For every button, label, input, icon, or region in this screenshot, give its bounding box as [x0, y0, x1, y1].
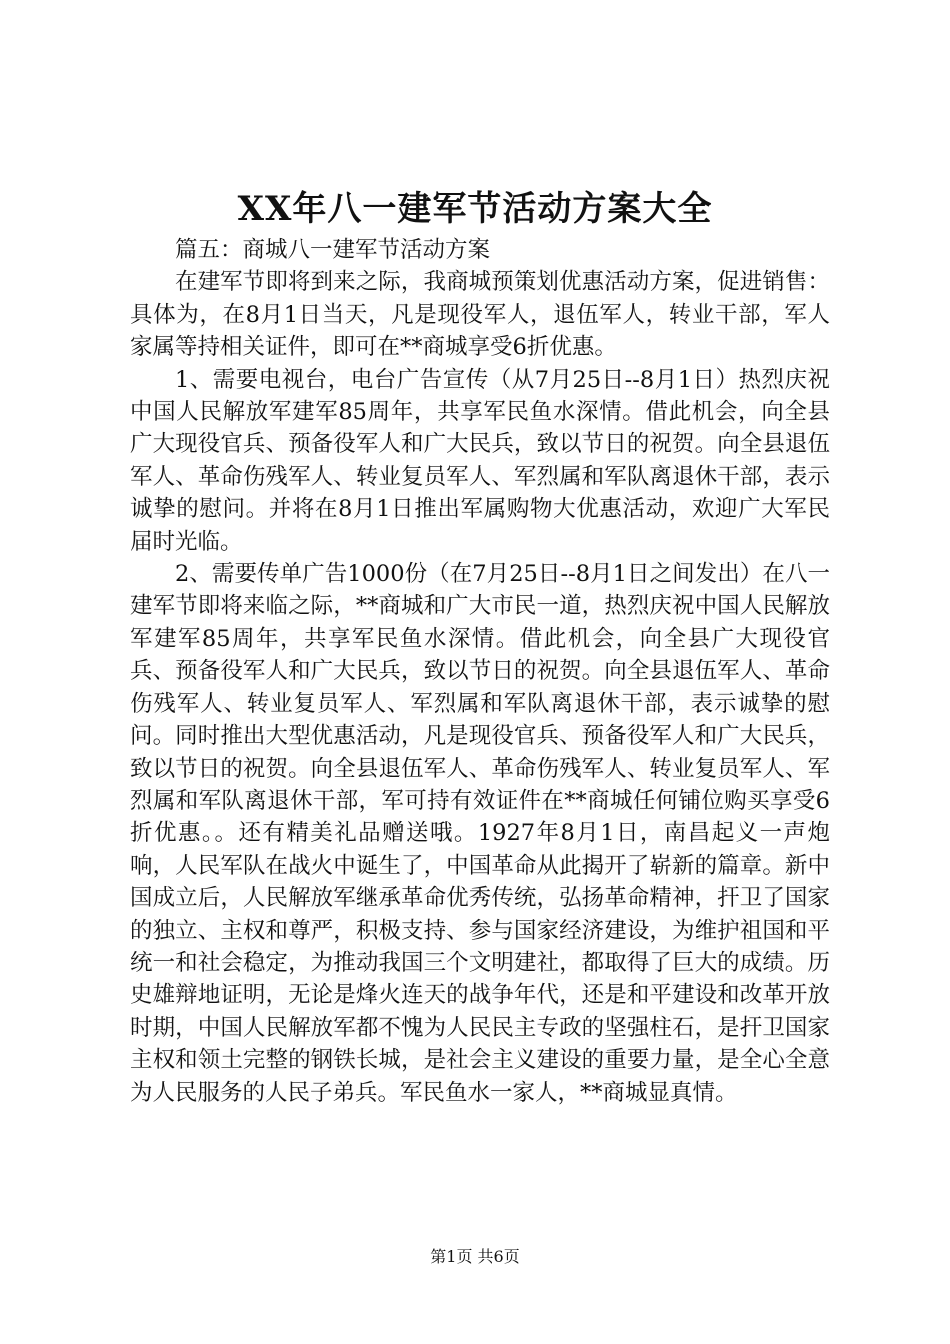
- page-number-footer: 第1页 共6页: [430, 1247, 520, 1266]
- document-body: [130, 234, 830, 1109]
- document-title: XX年八一建军节活动方案大全: [237, 189, 713, 229]
- item-2-paragraph: 2、需要传单广告1000份（在7月25日--8月1日之间发出）在八一建军节即将来临之际，**商城和广大市民一道，热烈庆祝中国人民解放军建军85周年，共享军民鱼水深情。借此机会，向全县广大现役官兵、预备役军人和广大民兵，致以节日的祝贺。向全县退伍军人、革命伤残军人、转业复员军人、军烈属和军队离退休干部，表示诚挚的慰问。同时推出大型优惠活动，凡是现役官兵、预备役军人和广大民兵，致以节日的祝贺。向全县退伍军人、革命伤残军人、转业复员军人、军烈属和军队离退休干部，军可持有效证件在**商城任何铺位购买享受6折优惠。。还有精美礼品赠送哦。1927年8月1日，南昌起义一声炮响，人民军队在战火中诞生了，中国革命从此揭开了崭新的篇章。新中国成立后，人民解放军继承革命优秀传统，弘扬革命精神，扞卫了国家的独立、主权和尊严，积极支持、参与国家经济建设，为维护祖国和平统一和社会稳定，为推动我国三个文明建社，都取得了巨大的成绩。历史雄辩地证明，无论是烽火连天的战争年代，还是和平建设和改革开放时期，中国人民解放军都不愧为人民民主专政的坚强柱石，是扞卫国家主权和领土完整的钢铁长城，是社会主义建设的重要力量，是全心全意为人民服务的人民子弟兵。军民鱼水一家人，**商城显真情。: [130, 561, 830, 1106]
- item-1-paragraph: 1、需要电视台，电台广告宣传（从7月25日--8月1日）热烈庆祝中国人民解放军建军85周年，共享军民鱼水深情。借此机会，向全县广大现役官兵、预备役军人和广大民兵，致以节日的祝贺。向全县退伍军人、革命伤残军人、转业复员军人、军烈属和军队离退休干部，表示诚挚的慰问。并将在8月1日推出军属购物大优惠活动，欢迎广大军民届时光临。: [130, 366, 830, 555]
- intro-paragraph: 在建军节即将到来之际，我商城预策划优惠活动方案，促进销售：具体为，在8月1日当天，凡是现役军人，退伍军人，转业干部，军人家属等持相关证件，即可在**商城享受6折优惠。: [130, 269, 830, 361]
- section-heading: 篇五：商城八一建军节活动方案: [175, 237, 491, 263]
